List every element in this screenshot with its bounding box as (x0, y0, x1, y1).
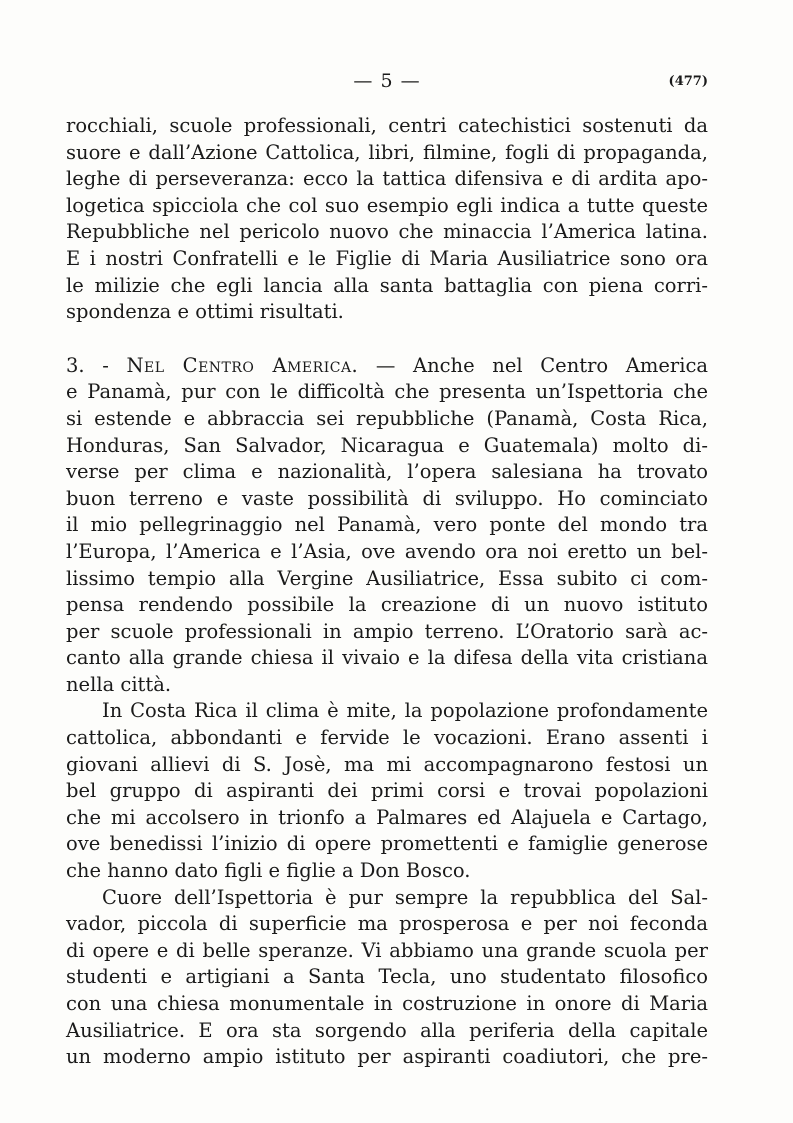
text-line: l’Europa, l’America e l’Asia, ove avendo ora noi eretto un bel- (66, 539, 708, 563)
text-line: logetica spicciola che col suo esempio egli indica a tutte queste (66, 193, 708, 217)
text-line: e Panamà, pur con le difficoltà che presenta un’Ispettoria che (66, 380, 708, 404)
text-line: Cuore dell’Ispettoria è pur sempre la repubblica del Sal- (102, 885, 708, 909)
text-line: verse per clima e nazionalità, l’opera salesiana ha trovato (66, 460, 708, 484)
page-header (66, 70, 708, 96)
text-line: studenti e artigiani a Santa Tecla, uno studentato filosofico (66, 965, 708, 989)
paragraph-continuation (66, 113, 708, 326)
paragraph-salvador (66, 885, 708, 1071)
text-line: rocchiali, scuole professionali, centri catechistici sostenuti da (66, 114, 708, 137)
text-line: vador, piccola di superficie ma prosperosa e per noi feconda (66, 912, 708, 936)
text-line: E i nostri Confratelli e le Figlie di Maria Ausiliatrice sono ora (66, 246, 708, 270)
text-line: che mi accolsero in trionfo a Palmares ed Alajuela e Cartago, (66, 805, 708, 829)
body-text (66, 113, 708, 1071)
text-line: cattolica, abbondanti e fervide le vocazioni. Erano assenti i (66, 726, 708, 750)
text-line: le milizie che egli lancia alla santa battaglia con piena corri- (66, 273, 708, 297)
text-line: buon terreno e vaste possibilità di sviluppo. Ho cominciato (66, 486, 708, 510)
text-line: si estende e abbraccia sei repubbliche (Panamà, Costa Rica, (66, 406, 708, 430)
text-line: bel gruppo di aspiranti dei primi corsi e trovai popolazioni (66, 779, 708, 803)
section-3 (66, 353, 708, 699)
text-line: che hanno dato figli e figlie a Don Bosco. (66, 859, 471, 883)
text-line: lissimo tempio alla Vergine Ausiliatrice, Essa subito ci com- (66, 566, 708, 590)
text-line: con una chiesa monumentale in costruzione in onore di Maria (66, 992, 708, 1015)
paragraph-costa-rica (66, 698, 708, 884)
text-line: In Costa Rica il clima è mite, la popolazione profondamente (102, 699, 708, 723)
text-line: leghe di perseveranza: ecco la tattica difensiva e di ardita apo- (66, 167, 708, 191)
text-line: un moderno ampio istituto per aspiranti coadiutori, che pre- (66, 1045, 708, 1069)
text-line: Repubbliche nel pericolo nuovo che minaccia l’America latina. (66, 220, 708, 244)
text-line: giovani allievi di S. Josè, ma mi accompagnarono festosi un (66, 752, 708, 776)
section-heading-line (66, 353, 708, 380)
section-number: 3. - (66, 353, 109, 377)
text-line: il mio pellegrinaggio nel Panamà, vero ponte del mondo tra (66, 513, 708, 537)
page-number: — 5 — (353, 70, 421, 92)
text-line: Honduras, San Salvador, Nicaragua e Guatemala) molto di- (66, 433, 708, 457)
text-line: Ausiliatrice. E ora sta sorgendo alla periferia della capitale (66, 1018, 708, 1042)
section-spacer (66, 326, 708, 353)
text-line: suore e dall’Azione Cattolica, libri, filmine, fogli di propaganda, (66, 140, 708, 164)
section-first-line-text: — Anche nel Centro America (375, 353, 708, 377)
text-line: per scuole professionali in ampio terreno. L’Oratorio sarà ac- (66, 619, 708, 643)
text-line: di opere e di belle speranze. Vi abbiamo una grande scuola per (66, 938, 708, 962)
text-line: spondenza e ottimi risultati. (66, 300, 344, 324)
text-line: canto alla grande chiesa il vivaio e la difesa della vita cristiana (66, 646, 708, 670)
section-title: Nel Centro America. (126, 353, 359, 377)
text-line: nella città. (66, 672, 172, 696)
text-line: pensa rendendo possibile la creazione di un nuovo istituto (66, 593, 708, 617)
text-line: ove benedissi l’inizio di opere promettenti e famiglie generose (66, 832, 708, 856)
folio-number: (477) (668, 74, 708, 89)
